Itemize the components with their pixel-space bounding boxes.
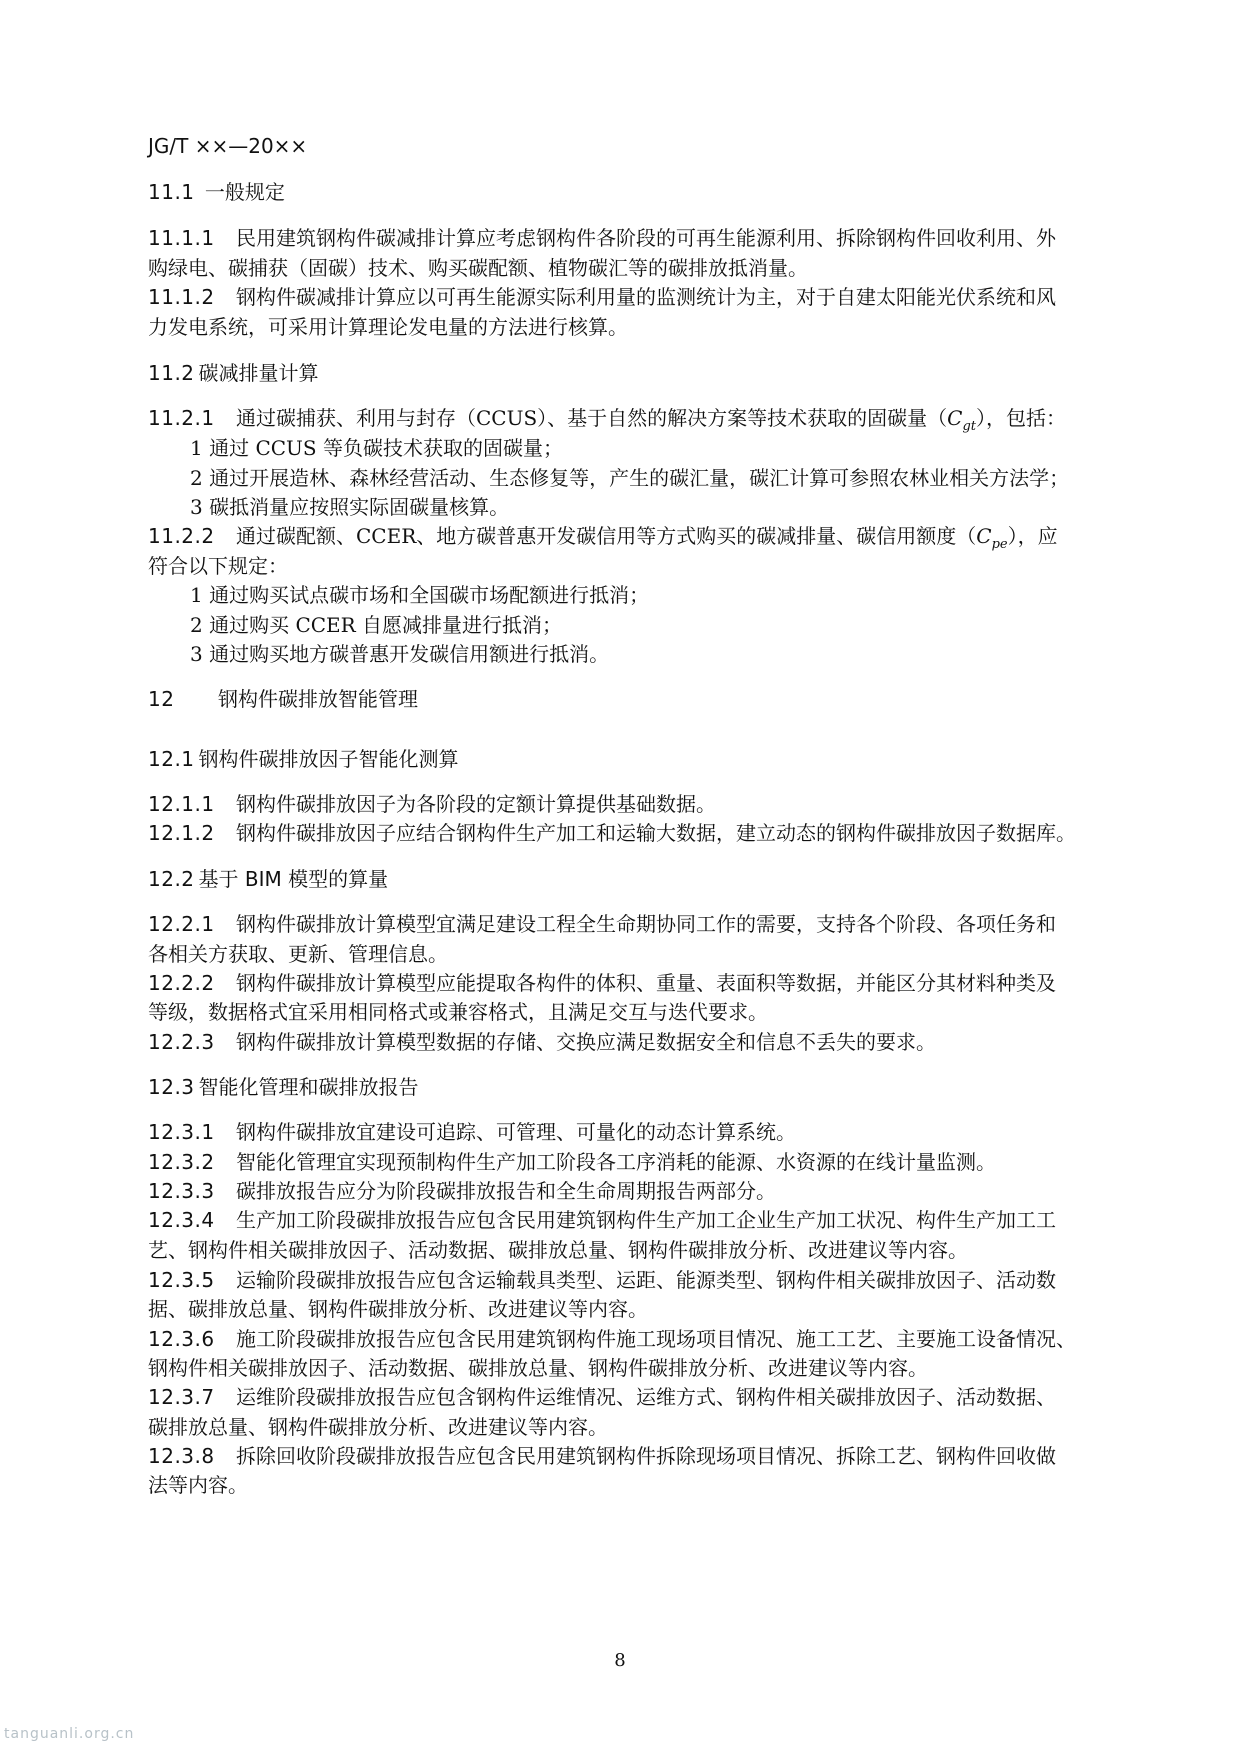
clause-11-2-2-cont: 符合以下规定：	[148, 554, 288, 578]
clause-12-3-5: 12.3.5 运输阶段碳排放报告应包含运输载具类型、运距、能源类型、钢构件相关碳排放因子、活动数	[148, 1268, 1056, 1292]
clause-11-2-2: 11.2.2 通过碳配额、CCER、地方碳普惠开发碳信用等方式购买的碳减排量、碳信用额度$(C_{pe})$，应	[148, 524, 1058, 552]
list-item: 2 通过购买 CCER 自愿减排量进行抵消；	[190, 613, 563, 637]
clause-12-3-4-cont: 艺、钢构件相关碳排放因子、活动数据、碳排放总量、钢构件碳排放分析、改进建议等内容。	[148, 1238, 968, 1262]
clause-11-1-2-cont: 力发电系统，可采用计算理论发电量的方法进行核算。	[148, 315, 628, 339]
section-11-1-heading: 11.1 一般规定	[148, 180, 285, 204]
clause-12-3-6: 12.3.6 施工阶段碳排放报告应包含民用建筑钢构件施工现场项目情况、施工工艺、主要施工设备情况、	[148, 1327, 1076, 1351]
clause-11-1-1-cont: 购绿电、碳捕获（固碳）技术、购买碳配额、植物碳汇等的碳排放抵消量。	[148, 256, 808, 280]
clause-12-2-1: 12.2.1 钢构件碳排放计算模型宜满足建设工程全生命期协同工作的需要，支持各个阶段、各项任务和	[148, 912, 1056, 936]
clause-12-2-2-cont: 等级，数据格式宜采用相同格式或兼容格式，且满足交互与迭代要求。	[148, 1000, 768, 1024]
clause-11-1-1: 11.1.1 民用建筑钢构件碳减排计算应考虑钢构件各阶段的可再生能源利用、拆除钢构件回收利用、外	[148, 226, 1056, 250]
clause-11-1-2: 11.1.2 钢构件碳减排计算应以可再生能源实际利用量的监测统计为主，对于自建太阳能光伏系统和风	[148, 285, 1056, 309]
clause-12-3-3: 12.3.3 碳排放报告应分为阶段碳排放报告和全生命周期报告两部分。	[148, 1179, 776, 1203]
clause-12-3-8: 12.3.8 拆除回收阶段碳排放报告应包含民用建筑钢构件拆除现场项目情况、拆除工艺、钢构件回收做	[148, 1444, 1056, 1468]
watermark: tanguanli.org.cn	[4, 1726, 135, 1742]
page-number: 8	[614, 1650, 626, 1671]
clause-12-2-1-cont: 各相关方获取、更新、管理信息。	[148, 942, 448, 966]
clause-12-2-2: 12.2.2 钢构件碳排放计算模型应能提取各构件的体积、重量、表面积等数据，并能区分其材料种类及	[148, 971, 1056, 995]
clause-12-3-7: 12.3.7 运维阶段碳排放报告应包含钢构件运维情况、运维方式、钢构件相关碳排放因子、活动数据、	[148, 1385, 1056, 1409]
clause-11-2-1: 11.2.1 通过碳捕获、利用与封存（CCUS）、基于自然的解决方案等技术获取的固碳量$(C_{gt})$，包括：	[148, 406, 1067, 434]
list-item: 1 通过购买试点碳市场和全国碳市场配额进行抵消；	[190, 583, 650, 607]
clause-12-1-2: 12.1.2 钢构件碳排放因子应结合钢构件生产加工和运输大数据，建立动态的钢构件碳排放因子数据库。	[148, 821, 1076, 845]
clause-12-2-3: 12.2.3 钢构件碳排放计算模型数据的存储、交换应满足数据安全和信息不丢失的要求。	[148, 1030, 936, 1054]
section-12-1-heading: 12.1 钢构件碳排放因子智能化测算	[148, 747, 459, 771]
clause-12-3-2: 12.3.2 智能化管理宜实现预制构件生产加工阶段各工序消耗的能源、水资源的在线计量监测。	[148, 1150, 996, 1174]
clause-12-3-5-cont: 据、碳排放总量、钢构件碳排放分析、改进建议等内容。	[148, 1297, 648, 1321]
list-item: 3 碳抵消量应按照实际固碳量核算。	[190, 495, 510, 519]
section-12-3-heading: 12.3 智能化管理和碳排放报告	[148, 1075, 419, 1099]
clause-12-3-6-cont: 钢构件相关碳排放因子、活动数据、碳排放总量、钢构件碳排放分析、改进建议等内容。	[148, 1356, 928, 1380]
chapter-12-heading: 12 钢构件碳排放智能管理	[148, 687, 418, 711]
clause-12-3-1: 12.3.1 钢构件碳排放宜建设可追踪、可管理、可量化的动态计算系统。	[148, 1120, 796, 1144]
clause-12-3-4: 12.3.4 生产加工阶段碳排放报告应包含民用建筑钢构件生产加工企业生产加工状况、构件生产加工工	[148, 1208, 1056, 1232]
list-item: 1 通过 CCUS 等负碳技术获取的固碳量；	[190, 436, 563, 460]
clause-12-1-1: 12.1.1 钢构件碳排放因子为各阶段的定额计算提供基础数据。	[148, 792, 716, 816]
standard-code: JG/T ××—20××	[148, 134, 308, 158]
list-item: 2 通过开展造林、森林经营活动、生态修复等，产生的碳汇量，碳汇计算可参照农林业相关方法学；	[190, 466, 1070, 490]
clause-12-3-8-cont: 法等内容。	[148, 1473, 248, 1497]
section-12-2-heading: 12.2 基于 BIM 模型的算量	[148, 867, 389, 891]
clause-12-3-7-cont: 碳排放总量、钢构件碳排放分析、改进建议等内容。	[148, 1415, 608, 1439]
list-item: 3 通过购买地方碳普惠开发碳信用额进行抵消。	[190, 642, 610, 666]
section-11-2-heading: 11.2 碳减排量计算	[148, 361, 319, 385]
